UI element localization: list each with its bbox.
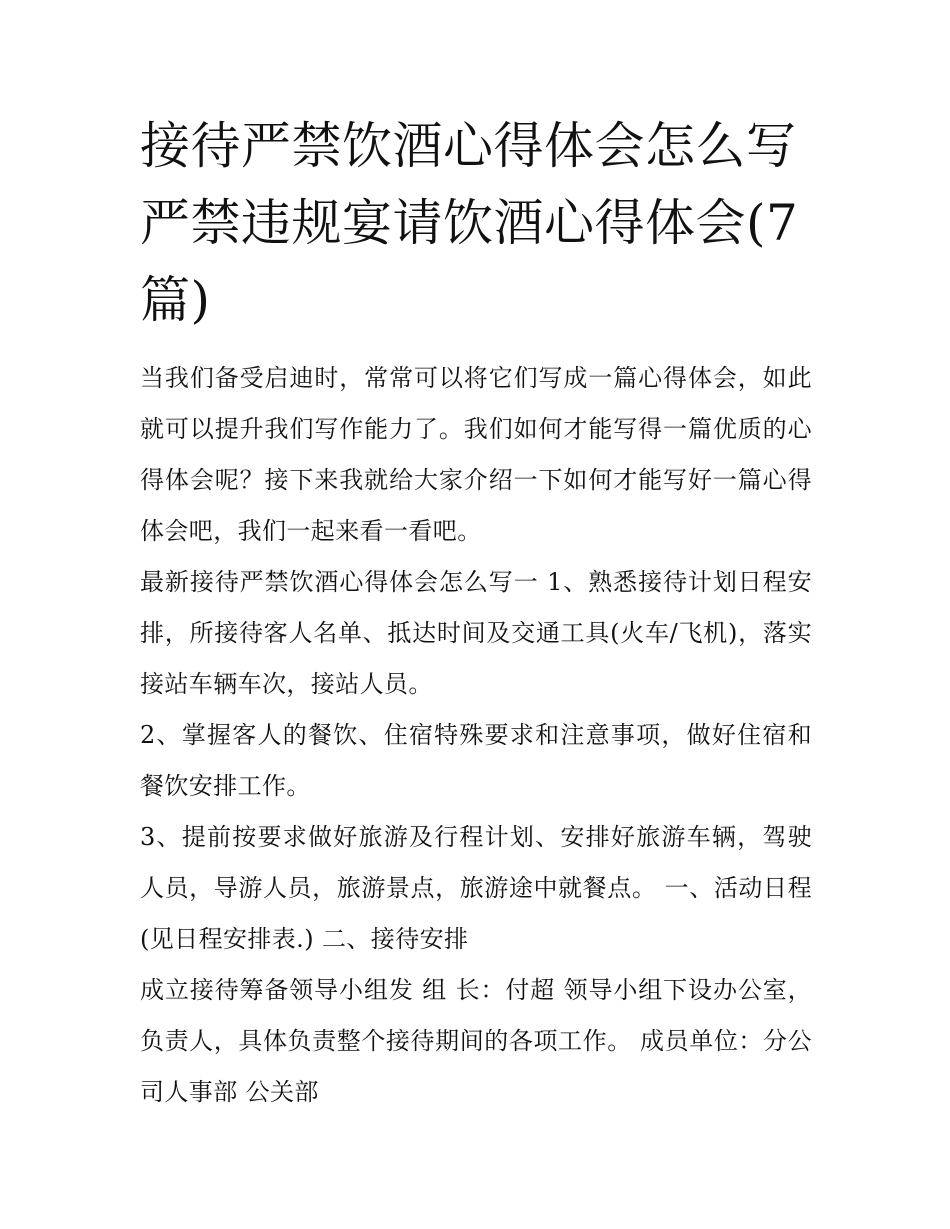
body-paragraph-3: 3、提前按要求做好旅游及行程计划、安排好旅游车辆，驾驶人员，导游人员，旅游景点，旅游途中就餐点。 一、活动日程(见日程安排表.) 二、接待安排 xyxy=(140,823,812,953)
document-title: 接待严禁饮酒心得体会怎么写 严禁违规宴请饮酒心得体会(7篇) xyxy=(140,117,799,329)
body-paragraph-2: 2、掌握客人的餐饮、住宿特殊要求和注意事项，做好住宿和餐饮安排工作。 xyxy=(140,721,812,800)
document-page xyxy=(140,108,812,1118)
intro-paragraph: 当我们备受启迪时，常常可以将它们写成一篇心得体会，如此就可以提升我们写作能力了。我们如何才能写得一篇优质的心得体会呢？接下来我就给大家介绍一下如何才能写好一篇心得体会吧，我们一起来看一看吧。 xyxy=(140,364,812,545)
body-paragraph-1: 最新接待严禁饮酒心得体会怎么写一 1、熟悉接待计划日程安排，所接待客人名单、抵达时间及交通工具(火车/飞机)，落实接站车辆车次，接站人员。 xyxy=(140,568,812,698)
body-paragraph-4: 成立接待筹备领导小组发 组 长：付超 领导小组下设办公室，负责人，具体负责整个接待期间的各项工作。 成员单位：分公司人事部 公关部 xyxy=(140,976,812,1106)
